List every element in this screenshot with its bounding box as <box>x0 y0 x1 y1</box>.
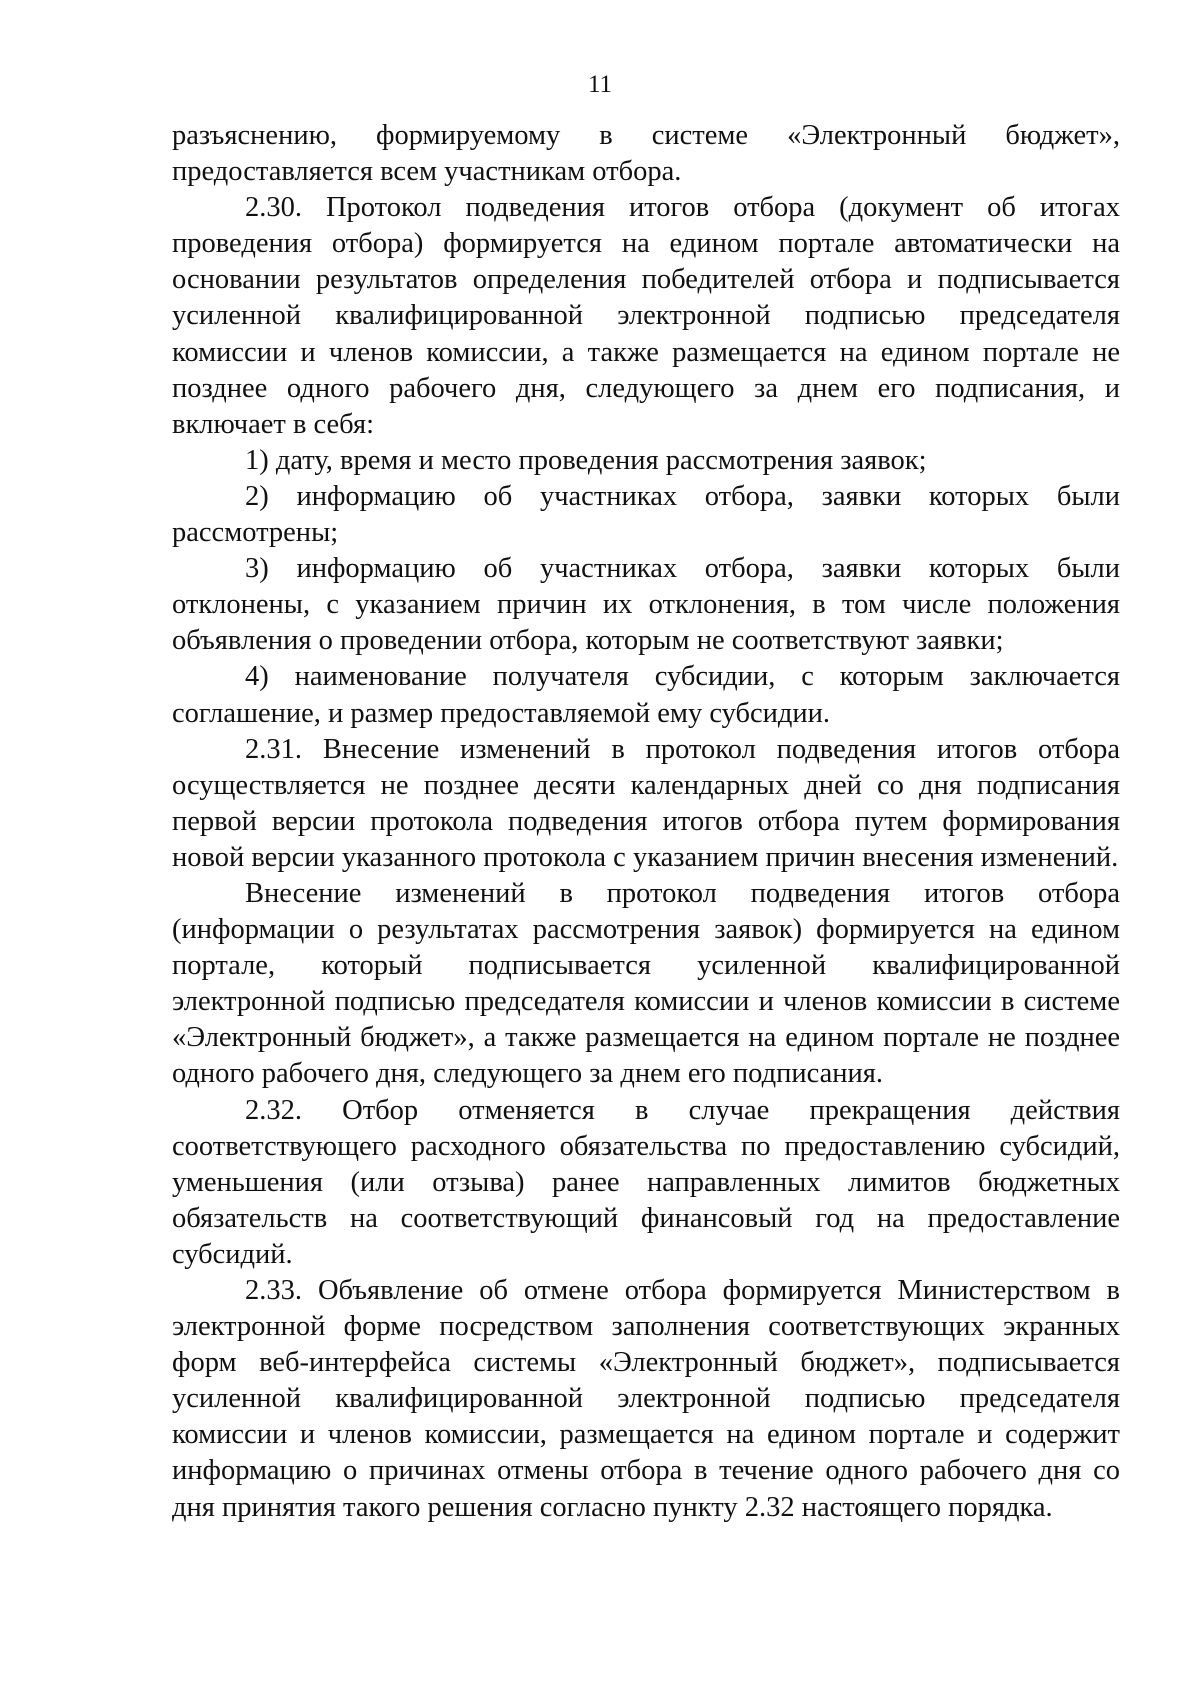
paragraph-2-32: 2.32. Отбор отменяется в случае прекращения действия соответствующего расходного обязательства по предоставлению субсидий, уменьшения (или отзыва) ранее направленных лимитов бюджетных обязательств на соответствующий финансовый год на предоставление субсидий. <box>172 1094 1120 1270</box>
document-body <box>172 118 1120 1526</box>
page-number: 11 <box>587 71 613 98</box>
paragraph-2-33: 2.33. Объявление об отмене отбора формируется Министерством в электронной форме посредством заполнения соответствующих экранных форм веб-интерфейса системы «Электронный бюджет», подписывается усиленной квалифицированной электронной подписью председателя комиссии и членов комиссии, размещается на едином портале и содержит информацию о причинах отмены отбора в течение одного рабочего дня со дня принятия такого решения согласно пункту 2.32 настоящего порядка. <box>172 1275 1120 1523</box>
list-item-1: 1) дату, время и место проведения рассмотрения заявок; <box>245 444 927 476</box>
paragraph-continuation: разъяснению, формируемому в системе «Электронный бюджет», предоставляется всем участникам отбора. <box>172 120 1120 188</box>
list-item-3: 3) информацию об участниках отбора, заявки которых были отклонены, с указанием причин их отклонения, в том числе положения объявления о проведении отбора, которым не соответствуют заявки; <box>172 553 1120 657</box>
list-item-4: 4) наименование получателя субсидии, с которым заключается соглашение, и размер предоставляемой ему субсидии. <box>172 661 1120 729</box>
paragraph-2-31-changes: Внесение изменений в протокол подведения итогов отбора (информации о результатах рассмотрения заявок) формируется на едином портале, который подписывается усиленной квалифицированной электронной подписью председателя комиссии и членов комиссии в системе «Электронный бюджет», а также размещается на едином портале не позднее одного рабочего дня, следующего за днем его подписания. <box>172 877 1120 1090</box>
list-item-2: 2) информацию об участниках отбора, заявки которых были рассмотрены; <box>172 480 1120 549</box>
paragraph-2-31: 2.31. Внесение изменений в протокол подведения итогов отбора осуществляется не позднее десяти календарных дней со дня подписания первой версии протокола подведения итогов отбора путем формирования новой версии указанного протокола с указанием причин внесения изменений. <box>172 733 1120 873</box>
paragraph-2-30: 2.30. Протокол подведения итогов отбора (документ об итогах проведения отбора) формируется на едином портале автоматически на основании результатов определения победителей отбора и подписывается усиленной квалифицированной электронной подписью председателя комиссии и членов комиссии, а также размещается на едином портале не позднее одного рабочего дня, следующего за днем его подписания, и включает в себя: <box>172 192 1120 440</box>
